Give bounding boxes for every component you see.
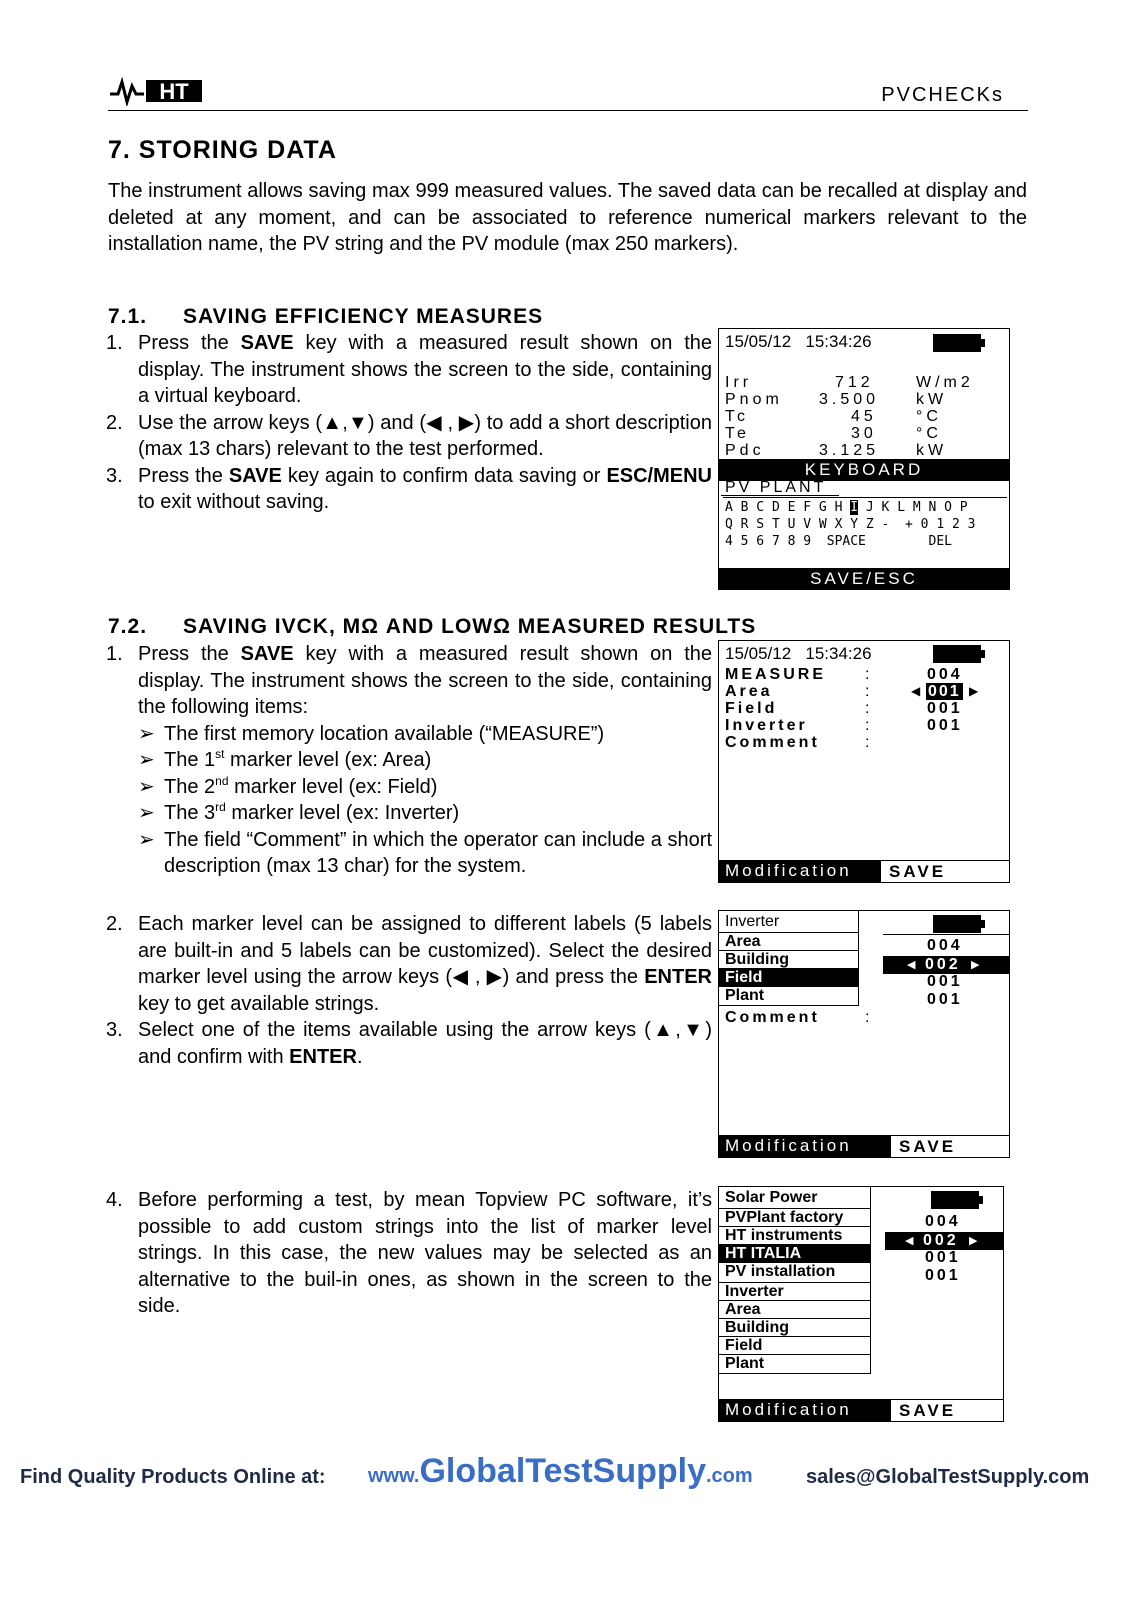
reading-value: 3.500	[819, 391, 880, 408]
keyboard-title-bar: KEYBOARD	[719, 459, 1009, 481]
subsection-title: SAVING EFFICIENCY MEASURES	[183, 305, 544, 328]
reading-unit: W/m2	[916, 374, 974, 391]
reading-label: Pnom	[725, 391, 783, 408]
save-button[interactable]: SAVE	[891, 1135, 1009, 1157]
selected-field-value[interactable]: 001	[928, 683, 961, 700]
menu-item[interactable]: PV installation	[719, 1263, 870, 1283]
field-label: Area	[725, 683, 773, 700]
section-title: 7. STORING DATA	[108, 136, 337, 164]
keyboard-row[interactable]: Q R S T U V W X Y Z - + 0 1 2 3	[725, 517, 976, 532]
reading-unit: kW	[916, 442, 948, 459]
list-item: 2. Each marker level can be assigned to different labels (5 labels are built-in and 5 labels can be customized). Select the desired marker level using the arrow keys (◀ , ▶) and press the ENTER key to get available strings.	[106, 913, 712, 1015]
arrow-bullet-icon: ➢	[138, 775, 155, 798]
reading-unit: °C	[916, 408, 942, 425]
keyboard-row[interactable]: A B C D E F G H I J K L M N O P	[725, 500, 968, 515]
reading-label: Tc	[725, 408, 749, 425]
document-title: PVCHECKs	[881, 84, 1004, 106]
bullet-item: ➢ The field “Comment” in which the operator can include a short description (max 13 char) for the system.	[138, 828, 712, 877]
colon: :	[865, 683, 874, 700]
bullet-item: ➢ The 2nd marker level (ex: Field)	[138, 774, 712, 801]
modification-button[interactable]: Modification	[719, 1135, 891, 1157]
subsection-number: 7.1.	[108, 305, 148, 328]
list-item: 1. Press the SAVE key with a measured result shown on the display. The instrument shows the screen to the side, containing the following items: ➢ The first memory location available (“MEASURE”) ➢ The 1st marker level (ex: Area) ➢ The 2nd marker level (ex: Field) ➢ The 3rd marker level (ex: Inverter) ➢ The field “Comment” in which the operator can include a short description (max 13 char) for the system.	[106, 641, 712, 880]
save-button[interactable]: SAVE	[881, 860, 1009, 882]
field-value: 001	[925, 1267, 961, 1284]
menu-item[interactable]: HT instruments	[719, 1227, 870, 1245]
arrow-bullet-icon: ➢	[138, 749, 155, 771]
save-esc-bar[interactable]: SAVE/ESC	[719, 568, 1009, 590]
selected-field-value[interactable]: 002	[925, 956, 961, 973]
lcd-screen-keyboard	[718, 328, 1010, 590]
field-value: 001	[927, 973, 963, 990]
reading-label: Pdc	[725, 442, 765, 459]
value-divider	[883, 934, 1009, 935]
menu-item[interactable]: Plant	[725, 987, 765, 1004]
menu-item[interactable]: Field	[719, 1337, 870, 1355]
header-divider	[108, 110, 1028, 111]
bullet-item: ➢ The 3rd marker level (ex: Inverter)	[138, 800, 712, 827]
menu-item[interactable]: Inverter	[719, 911, 858, 933]
reading-label: Te	[725, 425, 750, 442]
date-time: 15/05/12 15:34:26	[725, 644, 872, 663]
modification-button[interactable]: Modification	[719, 1399, 891, 1421]
save-button[interactable]: SAVE	[891, 1399, 1003, 1421]
colon: :	[865, 717, 874, 734]
battery-icon	[933, 645, 981, 663]
reading-unit: °C	[916, 425, 942, 442]
menu-item[interactable]: Area	[719, 1301, 870, 1319]
footer-tagline: Find Quality Products Online at:	[20, 1466, 326, 1488]
menu-item[interactable]: Building	[719, 951, 858, 969]
field-label: Comment	[725, 1009, 820, 1026]
field-label: Field	[725, 700, 778, 717]
field-value: 001	[927, 717, 963, 734]
field-value: 004	[927, 937, 963, 954]
subsection-7-1-heading	[108, 305, 543, 329]
field-label: Inverter	[725, 717, 808, 734]
menu-item[interactable]: PVPlant factory	[719, 1209, 870, 1227]
footer-website-link[interactable]: www.GlobalTestSupply.com	[368, 1452, 753, 1490]
list-item: 4. Before performing a test, by mean Topview PC software, it’s possible to add custom strings into the list of marker level strings. In this case, the new values may be selected as an alternative to the buil-in ones, as shown in the screen to the side.	[106, 1189, 712, 1317]
field-value: 001	[927, 991, 963, 1008]
field-value: 001	[925, 1249, 961, 1266]
arrow-bullet-icon: ➢	[138, 828, 155, 851]
entry-divider	[723, 497, 1007, 498]
keyboard-row[interactable]: 4 5 6 7 8 9 SPACE DEL	[725, 534, 952, 549]
arrow-bullet-icon: ➢	[138, 802, 155, 824]
steps-7-2	[106, 641, 712, 880]
lcd-screen-custom-strings	[718, 1186, 1004, 1422]
bullet-item: ➢ The 1st marker level (ex: Area)	[138, 747, 712, 774]
text-entry-field[interactable]: PV PLANT	[725, 479, 827, 496]
field-label: Comment	[725, 734, 820, 751]
colon: :	[865, 666, 874, 683]
modification-button[interactable]: Modification	[719, 860, 881, 882]
reading-value: 712	[835, 374, 874, 391]
arrow-right-icon[interactable]: ▶	[969, 684, 979, 698]
selected-field-value[interactable]: 002	[923, 1232, 959, 1249]
svg-text:HT: HT	[159, 79, 189, 104]
list-item: 2. Use the arrow keys (▲,▼) and (◀ , ▶) to add a short description (max 13 chars) relevant to the test performed.	[106, 411, 712, 460]
menu-item[interactable]: Building	[719, 1319, 870, 1337]
field-value: 001	[927, 700, 963, 717]
menu-item[interactable]: Inverter	[719, 1283, 870, 1301]
intro-paragraph: The instrument allows saving max 999 measured values. The saved data can be recalled at display and deleted at any moment, and can be associated to reference numerical markers relevant to the installation name, the PV string and the PV module (max 250 markers).	[108, 180, 1027, 255]
reading-label: Irr	[725, 374, 753, 391]
steps-7-2-step4	[106, 1187, 712, 1320]
arrow-bullet-icon: ➢	[138, 722, 155, 745]
selected-key[interactable]: I	[850, 500, 859, 515]
reading-unit: kW	[916, 391, 948, 408]
menu-item[interactable]: Solar Power	[719, 1187, 870, 1209]
bullet-item: ➢ The first memory location available (“MEASURE”)	[138, 721, 712, 748]
lcd-screen-save	[718, 640, 1010, 883]
reading-value: 45	[851, 408, 877, 425]
menu-item-selected[interactable]: Field	[719, 969, 858, 987]
marker-level-menu	[719, 911, 859, 1006]
menu-item[interactable]: Plant	[725, 1355, 765, 1372]
arrow-left-icon[interactable]: ◀	[907, 959, 916, 971]
bullet-list	[138, 721, 712, 880]
subsection-number: 7.2.	[108, 615, 148, 638]
field-value: 004	[925, 1213, 961, 1230]
subsection-title: SAVING IVCK, MΩ AND LOWΩ MEASURED RESULTS	[183, 615, 757, 638]
battery-icon	[933, 915, 981, 933]
lcd-screen-marker-menu	[718, 910, 1010, 1158]
field-value: 004	[927, 666, 963, 683]
steps-7-1	[106, 330, 712, 516]
list-item: 3. Press the SAVE key again to confirm data saving or ESC/MENU to exit without saving.	[106, 464, 713, 513]
list-item: 1. Press the SAVE key with a measured result shown on the display. The instrument shows the screen to the side, containing a virtual keyboard.	[106, 332, 712, 407]
arrow-right-icon[interactable]: ▶	[969, 1235, 978, 1247]
list-item: 3. Select one of the items available using the arrow keys (▲,▼) and confirm with ENTER.	[106, 1019, 712, 1068]
entry-underline	[721, 480, 839, 496]
colon: :	[865, 1009, 874, 1026]
footer-email-link[interactable]: sales@GlobalTestSupply.com	[806, 1466, 1090, 1488]
steps-7-2-cont	[106, 911, 712, 1070]
ht-logo	[108, 76, 204, 106]
colon: :	[865, 700, 874, 717]
reading-value: 3.125	[819, 442, 880, 459]
menu-item[interactable]: Area	[719, 933, 858, 951]
battery-icon	[931, 1191, 979, 1209]
arrow-left-icon[interactable]: ◀	[911, 684, 921, 698]
selected-value-highlight[interactable]	[885, 1232, 1003, 1250]
battery-icon	[933, 334, 981, 352]
subsection-7-2-heading	[108, 615, 756, 639]
field-label: MEASURE	[725, 666, 827, 683]
menu-item-selected[interactable]: HT ITALIA	[719, 1245, 870, 1263]
arrow-left-icon[interactable]: ◀	[905, 1235, 914, 1247]
custom-string-menu	[719, 1187, 871, 1374]
colon: :	[865, 734, 874, 751]
date-time: 15/05/12 15:34:26	[725, 332, 872, 351]
reading-value: 30	[851, 425, 877, 442]
selected-value-highlight[interactable]	[883, 956, 1009, 974]
arrow-right-icon[interactable]: ▶	[971, 959, 980, 971]
